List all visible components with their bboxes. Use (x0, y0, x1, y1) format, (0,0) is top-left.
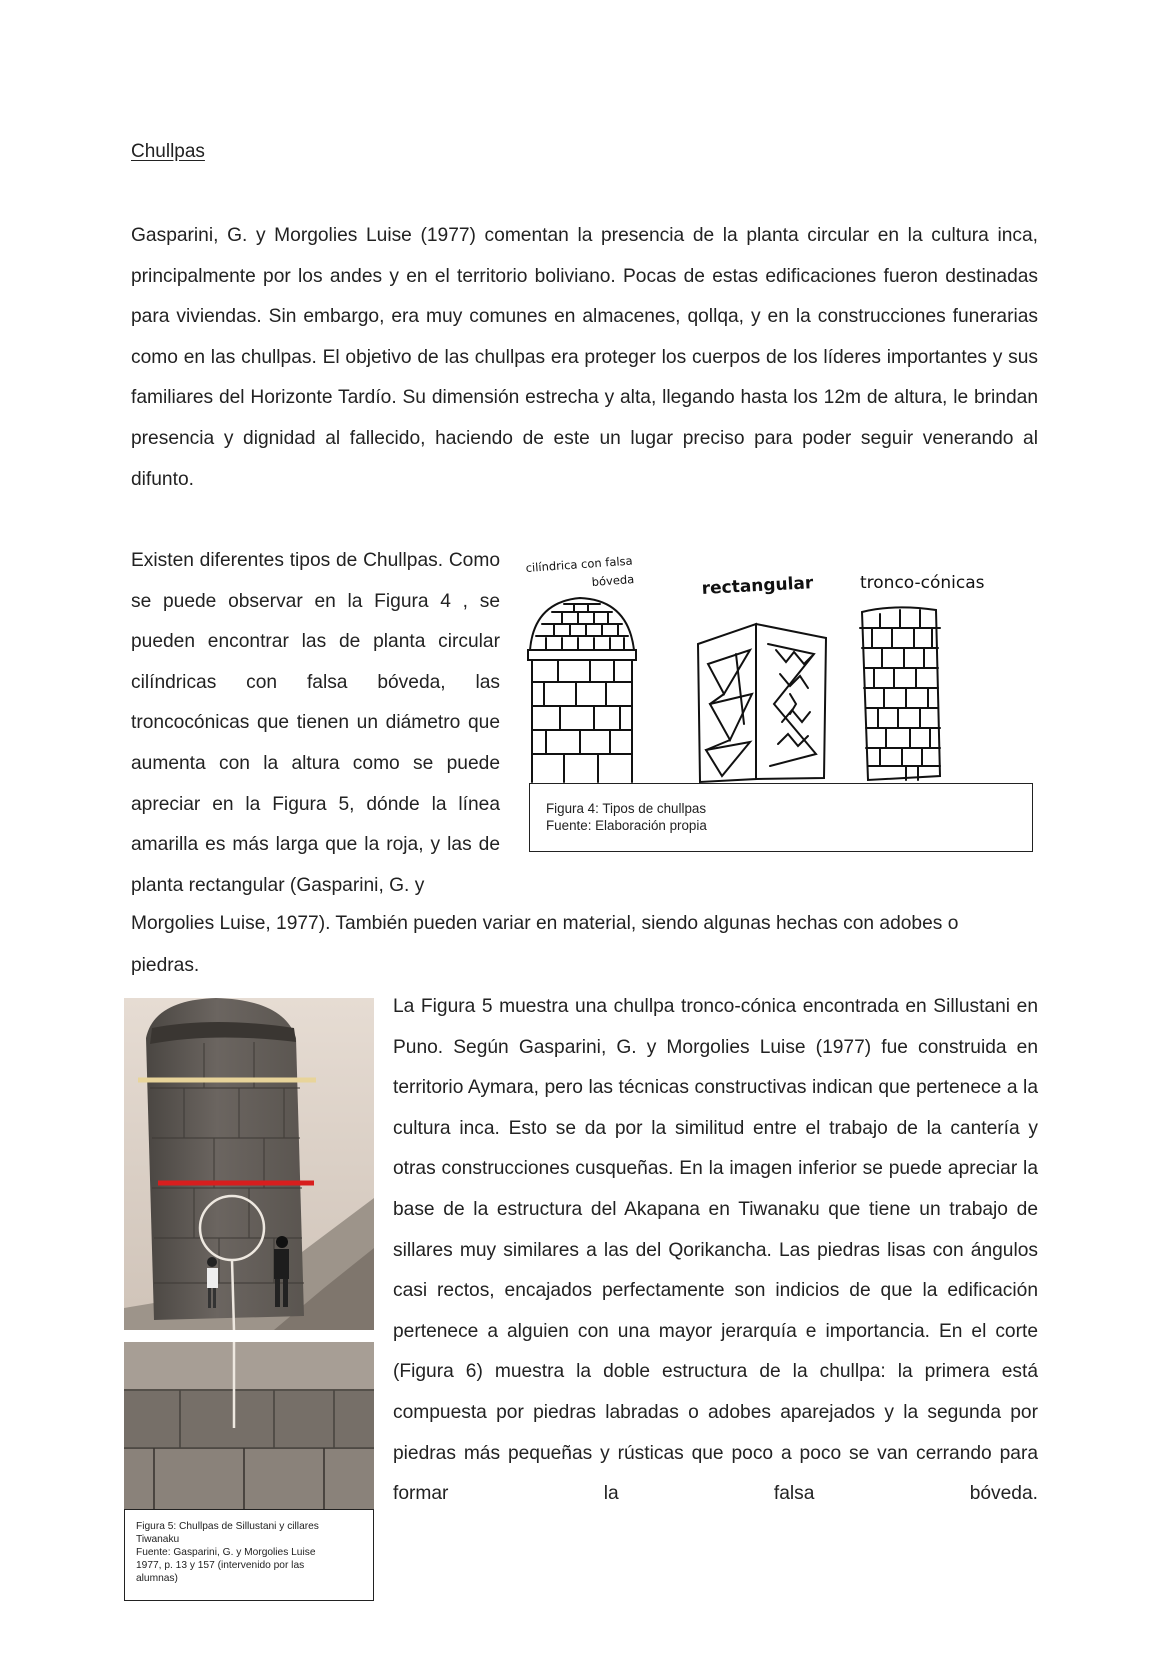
label-cilindrica-1: cilíndrica con falsa (525, 554, 634, 575)
rectangular-chullpa-sketch (698, 624, 826, 782)
figure-5-caption-line-1: Figura 5: Chullpas de Sillustani y cillares (136, 1521, 319, 1532)
paragraph-2-full-line: Morgolies Luise, 1977). También pueden variar en material, siendo algunas hechas con adobes o (131, 913, 959, 934)
figure-5-caption-line-2: Tiwanaku (136, 1534, 180, 1545)
paragraph-1: Gasparini, G. y Morgolies Luise (1977) comentan la presencia de la planta circular en la cultura inca, principalmente por los andes y en el territorio boliviano. Pocas de estas edificaciones fueron destinadas para viviendas. Sin embargo, era muy comunes en almacenes, qollqa, y en la construcciones funerarias como en las chullpas. El objetivo de las chullpas era proteger los cuerpos de los líderes importantes y sus familiares del Horizonte Tardío. Su dimensión estrecha y alta, llegando hasta los 12m de altura, le brindan presencia y dignidad al fallecido, haciendo de este un lugar preciso para poder seguir venerando al difunto. (131, 225, 1038, 490)
figure-5-caption-line-3: Fuente: Gasparini, G. y Morgolies Luise (136, 1547, 316, 1558)
label-rectangular: rectangular (701, 573, 814, 599)
figure-4-caption-source: Fuente: Elaboración propia (546, 818, 707, 833)
figure-5-photo (124, 998, 374, 1510)
figure-4-sketch (524, 554, 1034, 784)
label-cilindrica-2: bóveda (591, 572, 635, 589)
figure-4-caption (529, 783, 1033, 852)
label-tronco: tronco-cónicas (860, 573, 985, 593)
paragraph-2-end: piedras. (131, 955, 200, 976)
figure-4-caption-title: Figura 4: Tipos de chullpas (546, 801, 707, 816)
figure-5-caption-line-4: 1977, p. 13 y 157 (intervenido por las (136, 1560, 305, 1571)
tronco-conica-chullpa-sketch (860, 607, 940, 780)
section-heading: Chullpas (131, 141, 205, 162)
paragraph-2-wrapped: Existen diferentes tipos de Chullpas. Como se puede observar en la Figura 4 , se pueden encontrar las de planta circular cilíndricas con falsa bóveda, las troncocónicas que tienen un diámetro que aumenta con la altura como se puede apreciar en la Figura 5, dónde la línea amarilla es más larga que la roja, y las de planta rectangular (Gasparini, G. y (131, 550, 500, 896)
cylindrical-chullpa-sketch (528, 598, 636, 782)
figure-5-caption (124, 1509, 374, 1601)
figure-5-caption-line-5: alumnas) (136, 1573, 178, 1584)
paragraph-3: La Figura 5 muestra una chullpa tronco-cónica encontrada en Sillustani en Puno. Según Gasparini, G. y Morgolies Luise (1977) fue construida en territorio Aymara, pero las técnicas constructivas indican que pertenece a la cultura inca. Esto se da por la similitud entre el trabajo de la cantería y otras construcciones cusqueñas. En la imagen inferior se puede apreciar la base de la estructura del Akapana en Tiwanaku que tiene un trabajo de sillares muy similares a las del Qorikancha. Las piedras lisas con ángulos casi rectos, encajados perfectamente son indicios de que la edificación pertenece a alguien con una mayor jerarquía e importancia. En el corte (Figura 6) muestra la doble estructura de la chullpa: la primera está compuesta por piedras labradas o adobes aparejados y la segunda por piedras más pequeñas y rústicas que poco a poco se van cerrando para formar la falsa bóveda. (393, 996, 1038, 1505)
